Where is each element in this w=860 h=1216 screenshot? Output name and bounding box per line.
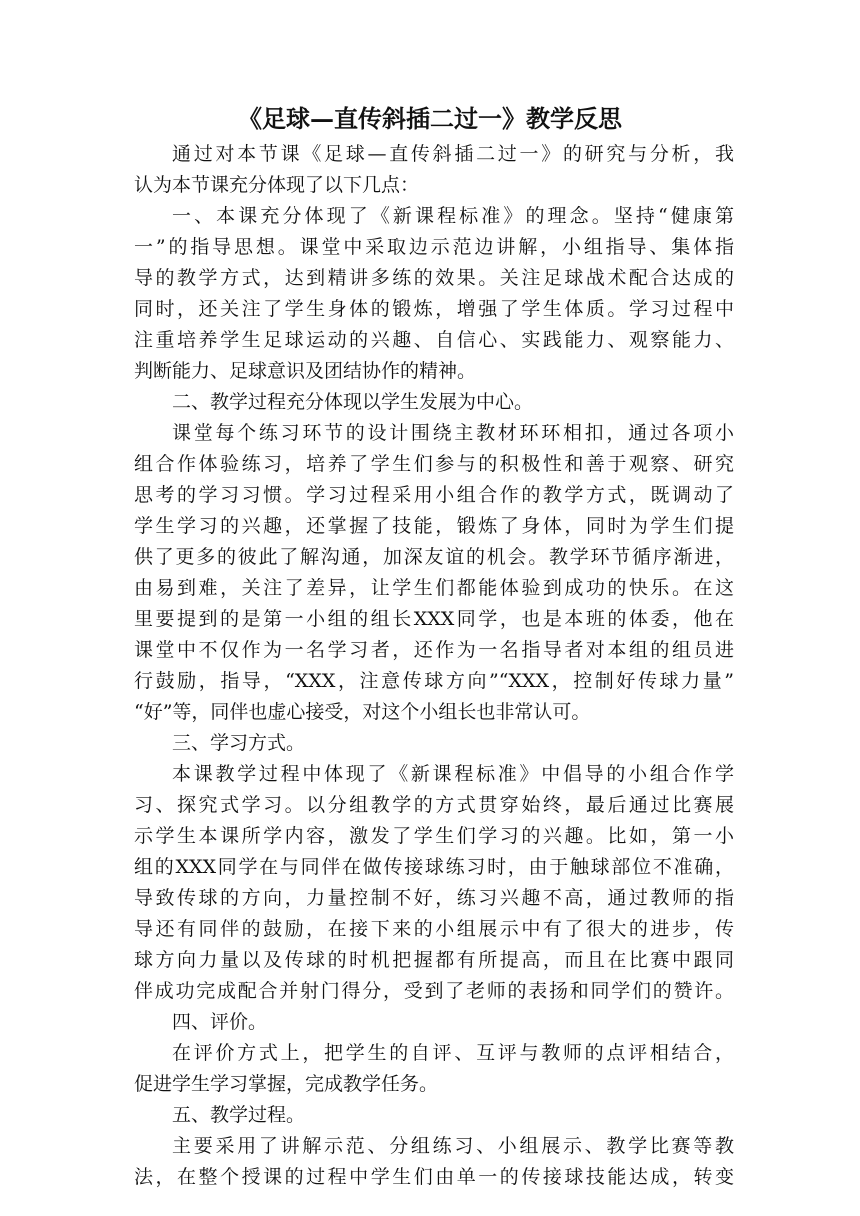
text-line: 组合作体验练习，培养了学生们参与的积极性和善于观察、研究 <box>134 453 734 475</box>
text-line: 导的教学方式，达到精讲多练的效果。关注足球战术配合达成的 <box>134 267 734 289</box>
section-heading: 三、学习方式。 <box>172 732 306 754</box>
text-line: 组的XXX同学在与同伴在做传接球练习时，由于触球部位不准确， <box>134 856 734 878</box>
text-line: 本课教学过程中体现了《新课程标准》中倡导的小组合作学 <box>172 763 734 785</box>
text-line: 行鼓励，指导，“XXX，注意传球方向”“XXX，控制好传球力量” <box>134 670 734 692</box>
text-line: 一”的指导思想。课堂中采取边示范边讲解，小组指导、集体指 <box>134 236 734 258</box>
text-line: 判断能力、足球意识及团结协作的精神。 <box>134 360 477 382</box>
text-line: 课堂中不仅作为一名学习者，还作为一名指导者对本组的组员进 <box>134 639 734 661</box>
section-heading: 四、评价。 <box>172 1011 268 1033</box>
text-line: 认为本节课充分体现了以下几点： <box>134 174 420 196</box>
text-line: 同时，还关注了学生身体的锻炼，增强了学生体质。学习过程中 <box>134 298 734 320</box>
text-line: 思考的学习习惯。学习过程采用小组合作的教学方式，既调动了 <box>134 484 734 506</box>
text-line: 注重培养学生足球运动的兴趣、自信心、实践能力、观察能力、 <box>134 329 734 351</box>
text-line: 供了更多的彼此了解沟通，加深友谊的机会。教学环节循序渐进， <box>134 546 734 568</box>
section-heading: 二、教学过程充分体现以学生发展为中心。 <box>172 391 534 413</box>
text-line: 由易到难，关注了差异，让学生们都能体验到成功的快乐。在这 <box>134 577 734 599</box>
text-line: 促进学生学习掌握，完成教学任务。 <box>134 1073 439 1095</box>
text-line: 球方向力量以及传球的时机把握都有所提高，而且在比赛中跟同 <box>134 949 734 971</box>
text-line: 习、探究式学习。以分组教学的方式贯穿始终，最后通过比赛展 <box>134 794 734 816</box>
text-line: 法，在整个授课的过程中学生们由单一的传接球技能达成，转变 <box>134 1166 734 1188</box>
text-line: 一、本课充分体现了《新课程标准》的理念。坚持“健康第 <box>172 205 734 227</box>
text-line: 通过对本节课《足球—直传斜插二过一》的研究与分析，我 <box>172 143 734 165</box>
text-line: “好”等，同伴也虚心接受，对这个小组长也非常认可。 <box>134 701 591 723</box>
text-line: 里要提到的是第一小组的组长XXX同学，也是本班的体委，他在 <box>134 608 734 630</box>
document-title: 《足球—直传斜插二过一》教学反思 <box>238 104 622 133</box>
text-line: 示学生本课所学内容，激发了学生们学习的兴趣。比如，第一小 <box>134 825 734 847</box>
text-line: 主要采用了讲解示范、分组练习、小组展示、教学比赛等教 <box>172 1135 734 1157</box>
text-line: 伴成功完成配合并射门得分，受到了老师的表扬和同学们的赞许。 <box>134 980 734 1002</box>
text-line: 在评价方式上，把学生的自评、互评与教师的点评相结合， <box>172 1042 734 1064</box>
text-line: 导还有同伴的鼓励，在接下来的小组展示中有了很大的进步，传 <box>134 918 734 940</box>
text-line: 学生学习的兴趣，还掌握了技能，锻炼了身体，同时为学生们提 <box>134 515 734 537</box>
text-line: 课堂每个练习环节的设计围绕主教材环环相扣，通过各项小 <box>172 422 734 444</box>
section-heading: 五、教学过程。 <box>172 1104 306 1126</box>
text-line: 导致传球的方向，力量控制不好，练习兴趣不高，通过教师的指 <box>134 887 734 909</box>
